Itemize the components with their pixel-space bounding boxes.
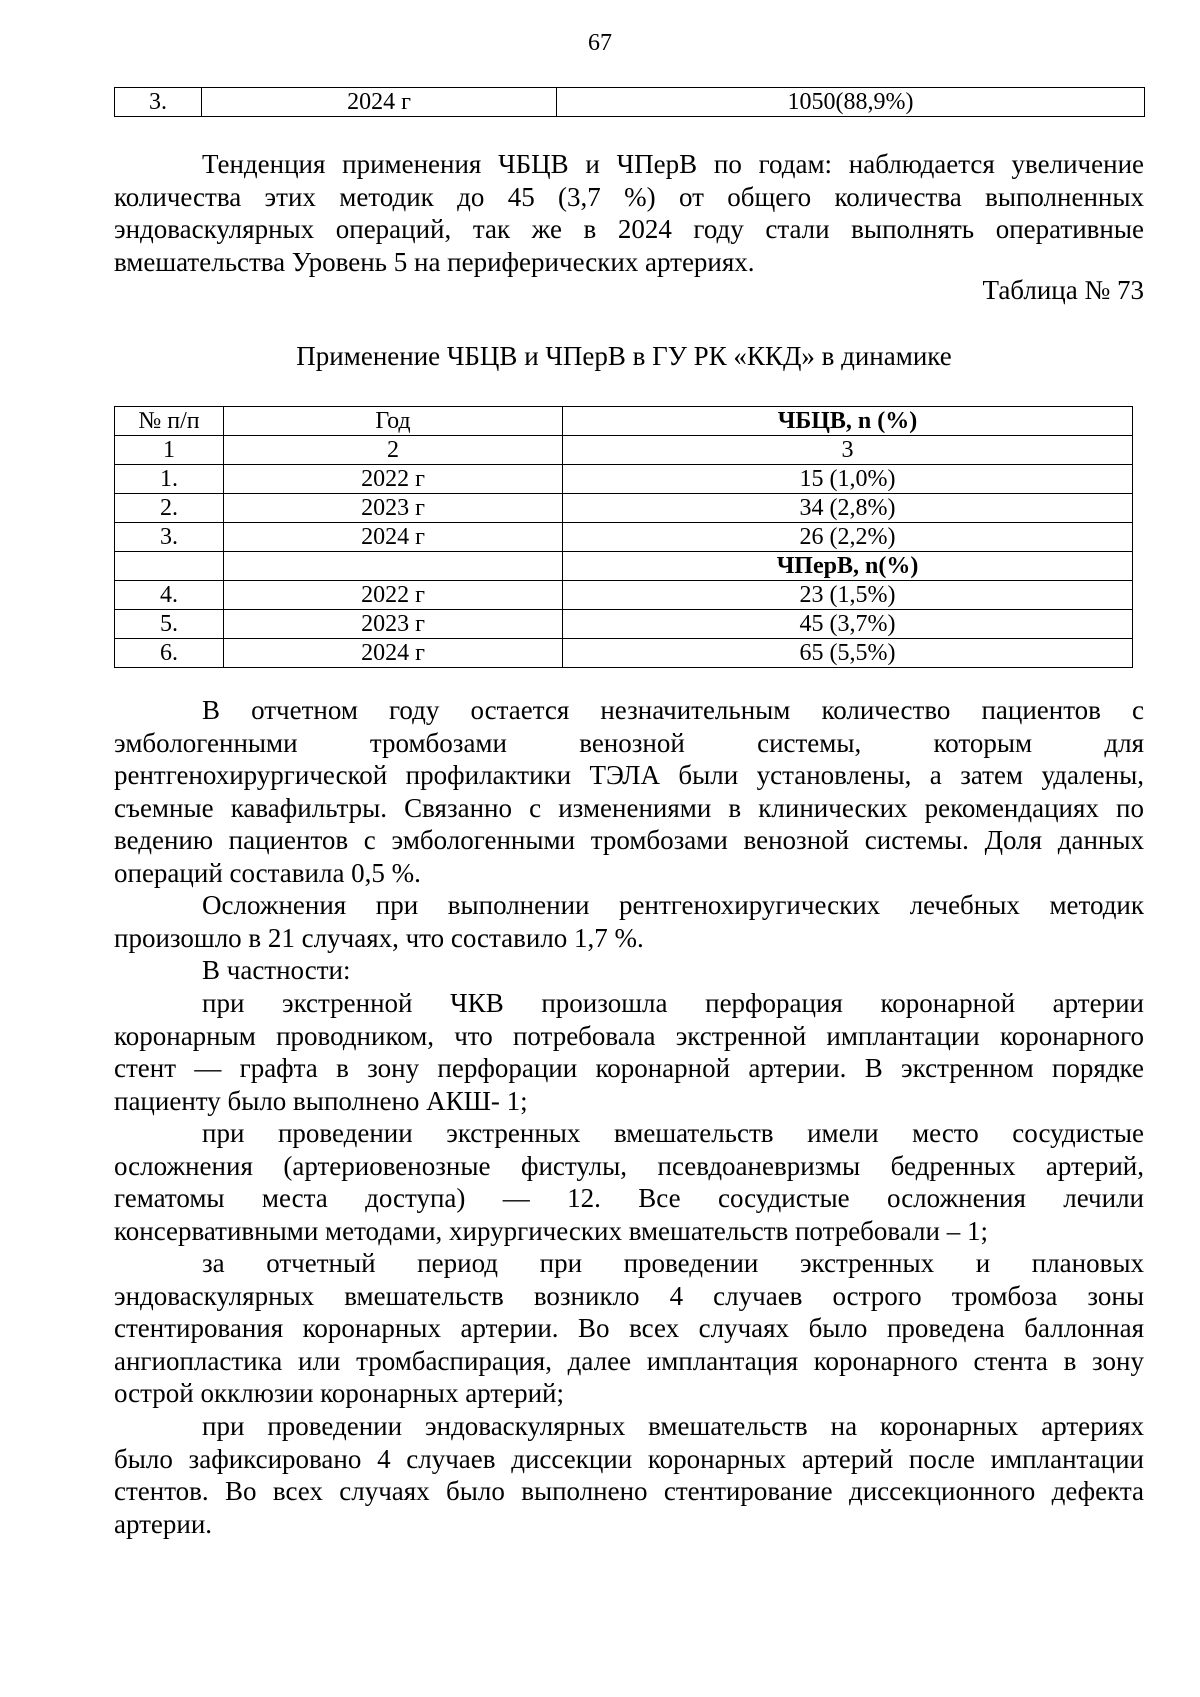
text-line: при проведении эндоваскулярных вмешательств на коронарных артериях — [202, 1411, 1144, 1441]
text-line: В частности: — [202, 955, 351, 985]
table-cell: 1050(88,9%) — [557, 88, 1145, 117]
table-row — [115, 494, 1133, 523]
paragraph-trend — [114, 148, 1144, 278]
text-line: ангиопластика или тромбаспирация, далее имплантация коронарного стента в зону — [114, 1345, 1144, 1376]
table-cell — [115, 552, 224, 581]
text-line: артерии. — [114, 1508, 213, 1539]
header-cell-number: № п/п — [115, 407, 224, 436]
table-cell: 65 (5,5%) — [563, 639, 1133, 668]
text-line: стент — графта в зону перфорации коронарной артерии. В экстренном порядке — [114, 1053, 1144, 1083]
table-cell: 1. — [115, 465, 224, 494]
table-cell: 45 (3,7%) — [563, 610, 1133, 639]
header-cell-year: Год — [224, 407, 563, 436]
text-line: съемные кавафильтры. Связанно с изменениями в клинических рекомендациях по — [114, 792, 1144, 823]
text-line: операций составила 0,5 %. — [114, 857, 421, 888]
page-number: 67 — [588, 30, 612, 56]
table-title: Применение ЧБЦВ и ЧПерВ в ГУ РК «ККД» в динамике — [296, 341, 952, 371]
paragraph-embolic — [114, 694, 1144, 889]
paragraph-complications — [114, 889, 1144, 954]
text-line: было зафиксировано 4 случаев диссекции коронарных артерий после имплантации — [114, 1443, 1144, 1474]
text-line: вмешательства Уровень 5 на периферических артериях. — [114, 246, 755, 277]
text-line: коронарным проводником, что потребовала экстренной имплантации коронарного — [114, 1020, 1144, 1051]
text-line: стентирования коронарных артерии. Во всех случаях было проведена баллонная — [114, 1313, 1144, 1343]
table-cell — [224, 552, 563, 581]
text-line: количества этих методик до 45 (3,7 %) от общего количества выполненных — [114, 181, 1144, 212]
text-line: Осложнения при выполнении рентгенохиругических лечебных методик — [202, 890, 1144, 920]
table-cell: 15 (1,0%) — [563, 465, 1133, 494]
table-cell: 5. — [115, 610, 224, 639]
text-line: при экстренной ЧКВ произошла перфорация коронарной артерии — [202, 988, 1144, 1018]
table-cell: 2024 г — [202, 88, 557, 117]
table-cell: 6. — [115, 639, 224, 668]
table-cell: 3 — [563, 436, 1133, 465]
text-line: эмбологенными тромбозами венозной системы, которым для — [114, 727, 1144, 758]
list-item-thrombosis — [114, 1247, 1144, 1410]
table-cell: 4. — [115, 581, 224, 610]
text-line: гематомы места доступа) — 12. Все сосудистые осложнения лечили — [114, 1183, 1144, 1213]
text-line: произошло в 21 случаях, что составило 1,7 %. — [114, 922, 644, 953]
text-line: Тенденция применения ЧБЦВ и ЧПерВ по годам: наблюдается увеличение — [202, 149, 1144, 179]
table-row — [115, 465, 1133, 494]
table-cell: 34 (2,8%) — [563, 494, 1133, 523]
text-line: ведению пациентов с эмбологенными тромбозами венозной системы. Доля данных — [114, 825, 1144, 855]
continuation-table — [114, 87, 1145, 117]
text-line: В отчетном году остается незначительным количество пациентов с — [202, 695, 1144, 725]
table-cell: 3. — [115, 523, 224, 552]
table-header-row — [115, 407, 1133, 436]
data-table — [114, 406, 1133, 668]
table-index-row — [115, 436, 1133, 465]
text-line: пациенту было выполнено АКШ- 1; — [114, 1085, 528, 1116]
table-cell: 2023 г — [224, 494, 563, 523]
table-subheader-row — [115, 552, 1133, 581]
text-line: стентов. Во всех случаях было выполнено стентирование диссекционного дефекта — [114, 1476, 1144, 1506]
table-cell: 2024 г — [224, 639, 563, 668]
header-cell-chbcv: ЧБЦВ, n (%) — [563, 407, 1133, 436]
table-cell: 2 — [224, 436, 563, 465]
table-cell: 3. — [115, 88, 202, 117]
list-item-vascular — [114, 1117, 1144, 1247]
table-cell: 23 (1,5%) — [563, 581, 1133, 610]
table-row — [115, 88, 1145, 117]
table-row — [115, 610, 1133, 639]
subheader-cell-chperv: ЧПерВ, n(%) — [563, 552, 1133, 581]
text-line: консервативными методами, хирургических вмешательств потребовали – 1; — [114, 1215, 988, 1246]
text-line: при проведении экстренных вмешательств имели место сосудистые — [202, 1118, 1144, 1148]
text-line: за отчетный период при проведении экстренных и плановых — [202, 1248, 1144, 1278]
table-row — [115, 523, 1133, 552]
table-row — [115, 581, 1133, 610]
list-item-dissection — [114, 1410, 1144, 1540]
table-cell: 2022 г — [224, 465, 563, 494]
paragraph-in-particular — [114, 954, 1144, 987]
table-label: Таблица № 73 — [982, 275, 1144, 305]
table-row — [115, 639, 1133, 668]
table-cell: 2023 г — [224, 610, 563, 639]
text-line: осложнения (артериовенозные фистулы, псевдоаневризмы бедренных артерий, — [114, 1150, 1144, 1181]
table-cell: 26 (2,2%) — [563, 523, 1133, 552]
table-cell: 1 — [115, 436, 224, 465]
text-line: острой окклюзии коронарных артерий; — [114, 1378, 565, 1408]
text-line: эндоваскулярных операций, так же в 2024 году стали выполнять оперативные — [114, 214, 1144, 244]
table-cell: 2. — [115, 494, 224, 523]
text-line: рентгенохирургической профилактики ТЭЛА были установлены, а затем удалены, — [114, 760, 1144, 790]
list-item-perforation — [114, 987, 1144, 1117]
table-cell: 2022 г — [224, 581, 563, 610]
table-cell: 2024 г — [224, 523, 563, 552]
text-line: эндоваскулярных вмешательств возникло 4 случаев острого тромбоза зоны — [114, 1280, 1144, 1311]
